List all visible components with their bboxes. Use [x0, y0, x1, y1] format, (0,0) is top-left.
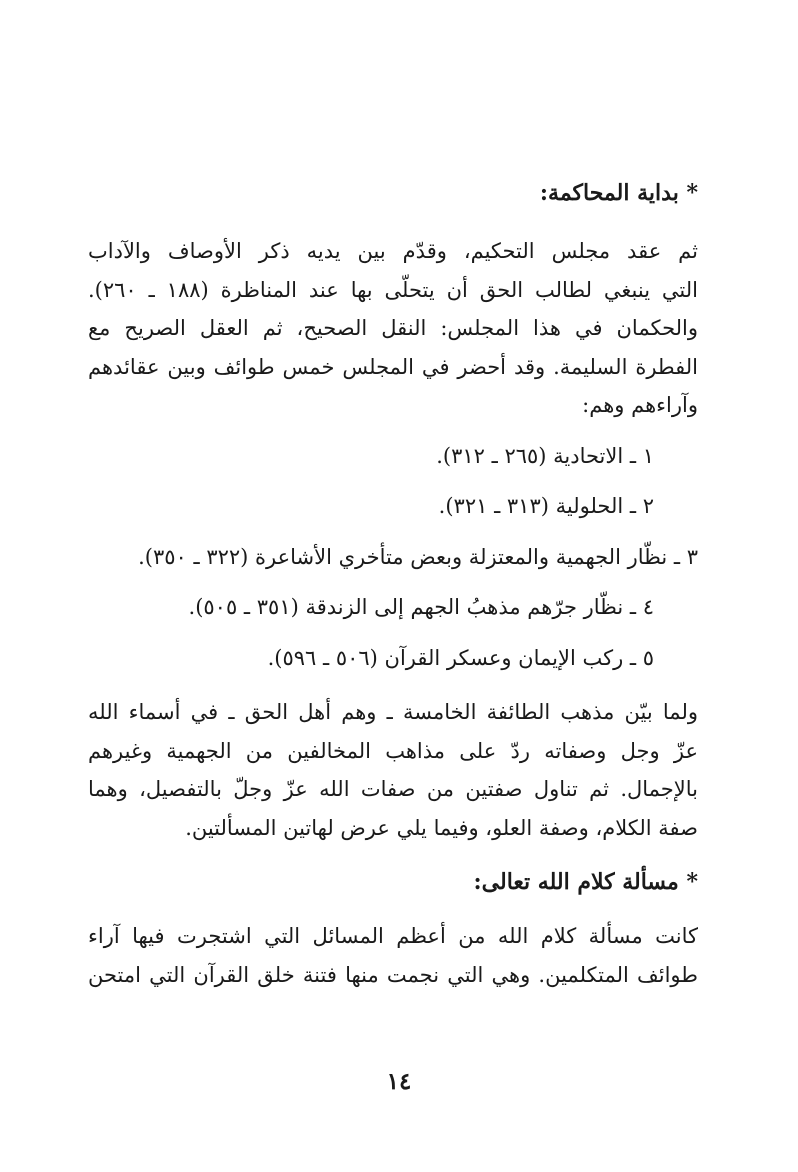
section-heading-speech-of-allah: * مسألة كلام الله تعالى: — [473, 869, 698, 895]
page-number: ١٤ — [386, 1068, 412, 1095]
list-item-ittihadiyya: ١ ـ الاتحادية (٢٦٥ ـ ٣١٢). — [436, 443, 654, 468]
paragraph-line: والحكمان في هذا المجلس: النقل الصحيح، ثم العقل الصريح مع — [88, 316, 698, 340]
paragraph-line: بالإجمال. ثم تناول صفتين من صفات الله عزّ وجلّ بالتفصيل، وهما — [88, 777, 698, 801]
paragraph-line: الفطرة السليمة. وقد أحضر في المجلس خمس طوائف وبين عقائدهم — [88, 354, 698, 379]
section-heading-start-of-trial: * بداية المحاكمة: — [539, 180, 698, 206]
paragraph-line: وآراءهم وهم: — [582, 393, 698, 417]
paragraph-line: التي ينبغي لطالب الحق أن يتحلّى بها عند المناظرة (١٨٨ ـ ٢٦٠). — [88, 277, 698, 302]
speech-paragraph — [88, 917, 698, 994]
closing-paragraph — [88, 693, 698, 847]
paragraph-line: صفة الكلام، وصفة العلو، وفيما يلي عرض لهاتين المسألتين. — [185, 815, 698, 840]
paragraph-line: ثم عقد مجلس التحكيم، وقدّم بين يديه ذكر الأوصاف والآداب — [88, 239, 698, 263]
list-item-rakb-al-iman: ٥ ـ ركب الإيمان وعسكر القرآن (٥٠٦ ـ ٥٩٦). — [267, 645, 654, 670]
paragraph-line: عزّ وجل وصفاته ردّ على مذاهب المخالفين من الجهمية وغيرهم — [88, 738, 698, 763]
paragraph-line: كانت مسألة كلام الله من أعظم المسائل التي اشتجرت فيها آراء — [88, 924, 698, 948]
document-page — [88, 170, 698, 994]
list-item-zandaqa: ٤ ـ نظّار جرّهم مذهبُ الجهم إلى الزندقة (٣٥١ ـ ٥٠٥). — [188, 595, 654, 619]
paragraph-line: طوائف المتكلمين. وهي التي نجمت منها فتنة خلق القرآن التي امتحن — [88, 962, 698, 987]
list-item-jahmiyya: ٣ ـ نظّار الجهمية والمعتزلة وبعض متأخري الأشاعرة (٣٢٢ ـ ٣٥٠). — [138, 544, 698, 569]
intro-paragraph — [88, 232, 698, 425]
paragraph-line: ولما بيّن مذهب الطائفة الخامسة ـ وهم أهل الحق ـ في أسماء الله — [88, 700, 698, 724]
list-item-huluuliyya: ٢ ـ الحلولية (٣١٣ ـ ٣٢١). — [438, 494, 654, 518]
